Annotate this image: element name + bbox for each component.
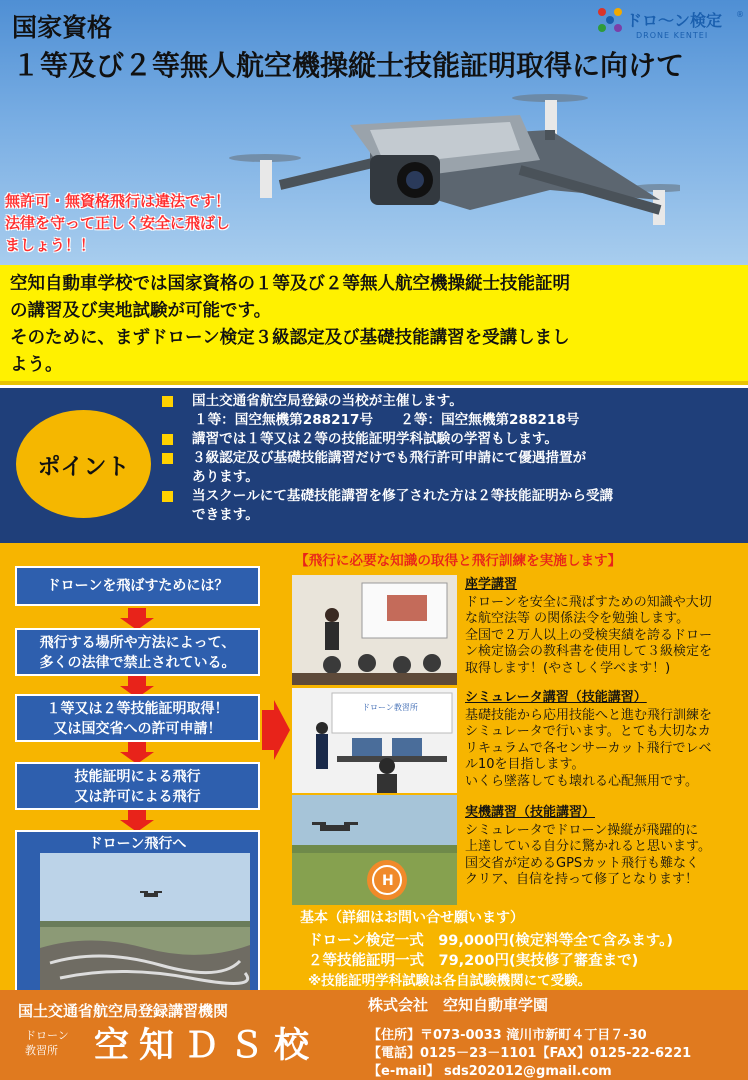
drone-image [220, 70, 680, 250]
flow-step [15, 628, 260, 676]
flow-step [15, 566, 260, 606]
title-line1: 国家資格 [12, 13, 113, 42]
warning-line: ましょう！！ [5, 236, 96, 254]
point-item [160, 449, 745, 487]
course-desc [465, 577, 745, 677]
point-text: １等：国空無機第288217号 ２等：国空無機第288218号 [194, 412, 580, 428]
hero-banner [0, 0, 748, 265]
course-desc [465, 690, 745, 790]
intro-line: 空知自動車学校では国家資格の１等及び２等無人航空機操縦士技能証明 [10, 274, 570, 294]
logo-icon [596, 6, 624, 34]
bullet-square-icon [162, 396, 173, 407]
price-row: ２等技能証明一式 79,200円(実技修了審査まで) [308, 953, 639, 969]
flow-text: １等又は２等技能証明取得！ [46, 701, 229, 717]
points-list [160, 392, 745, 525]
point-text: ３級認定及び基礎技能講習だけでも飛行許可申請にて優遇措置が [192, 450, 587, 466]
point-text: できます。 [192, 507, 259, 523]
field-drone-photo [292, 795, 457, 905]
email: 【e-mail】 sds202012@gmail.com [368, 1064, 612, 1079]
flow-text: 技能証明による飛行 [74, 769, 201, 785]
company-name: 株式会社 空知自動車学園 [368, 996, 549, 1014]
footer [0, 990, 748, 1080]
flow-step [15, 762, 260, 810]
arrow-down-icon [120, 810, 154, 832]
drone-kentei-logo [596, 6, 744, 44]
course-line: ドローンを安全に飛ばすための知識や大切 [465, 594, 712, 610]
logo-text: ドロ〜ン検定 [626, 11, 723, 30]
point-text: 国土交通省航空局登録の当校が主催します。 [192, 393, 463, 409]
course-line: 基礎技能から応用技能へと進む飛行訓練を [465, 707, 713, 723]
point-text: 講習では１等又は２等の技能証明学科試験の学習もします。 [192, 431, 558, 447]
school-name: 空知ＤＳ校 [94, 1026, 320, 1066]
flow-text: 又は国交省への許可申請！ [53, 721, 222, 737]
logo-sub: DRONE KENTEI [636, 31, 709, 40]
flow-text: 又は許可による飛行 [74, 789, 201, 805]
flow-text: 多くの法律で禁止されている。 [39, 655, 236, 671]
flow-text: ドローンを飛ばすためには？ [46, 578, 229, 594]
school-type [25, 1028, 69, 1058]
course-line: 国交省が定めるGPSカット飛行も難なく [465, 855, 700, 871]
flow-text: 飛行する場所や方法によって、 [39, 635, 236, 651]
price-row: ドローン検定一式 99,000円(検定料等全て含みます。) [308, 933, 674, 949]
course-title: 座学講習 [465, 577, 518, 592]
svg-text:H: H [382, 873, 394, 889]
simulator-photo [292, 688, 457, 793]
course-line: 取得します！(やさしく学べます！) [465, 660, 671, 676]
point-text: あります。 [192, 469, 259, 485]
drone-field-photo [40, 853, 250, 993]
course-line: 全国で２万人以上の受検実績を誇るドロー [465, 627, 713, 643]
point-badge-label: ポイント [37, 453, 130, 480]
arrow-down-icon [120, 608, 154, 630]
school-type-line: ドローン [25, 1029, 69, 1042]
point-badge [16, 410, 151, 518]
intro-banner [0, 265, 748, 385]
intro-line: そのために、まずドローン検定３級認定及び基礎技能講習を受講しまし [10, 328, 570, 348]
course-line: 上達している自分に驚かれると思います。 [465, 839, 711, 854]
course-title: シミュレータ講習（技能講習） [465, 690, 647, 705]
address: 【住所】〒073-0033 滝川市新町４丁目７-30 [368, 1028, 647, 1043]
arrow-right-icon [262, 700, 290, 760]
flow-text: ドローン飛行へ [88, 836, 187, 852]
course-line: クリア、自信を持って修了となります！ [465, 872, 698, 887]
section-title: 【飛行に必要な知識の取得と飛行訓練を実施します】 [295, 553, 622, 569]
school-type-line: 教習所 [25, 1044, 58, 1057]
course-line: ン検定協会の教科書を使用して３級検定を [465, 644, 713, 659]
course-line: いくら墜落しても壊れる心配無用です。 [465, 773, 698, 789]
point-item [160, 487, 745, 525]
warning-line: 無許可・無資格飛行は違法です！ [5, 192, 231, 210]
course-title: 実機講習（技能講習） [465, 805, 596, 820]
point-text: 当スクールにて基礎技能講習を修了された方は２等技能証明から受講 [192, 488, 614, 504]
price-box [294, 905, 744, 990]
simulator-sign: ドローン教習所 [362, 703, 418, 712]
title-line2: １等及び２等無人航空機操縦士技能証明取得に向けて [12, 49, 685, 82]
course-desc [465, 805, 745, 889]
intro-line: よう。 [10, 355, 63, 375]
point-item [160, 430, 745, 449]
arrow-down-icon [120, 742, 154, 764]
logo-reg: ® [736, 10, 744, 19]
org-name: 国土交通省航空局登録講習機関 [18, 1002, 229, 1020]
phone-fax: 【電話】0125－23－1101【FAX】0125-22-6221 [368, 1046, 692, 1061]
illegal-flight-warning [5, 190, 230, 256]
course-line: シミュレータで行います。とても大切なカ [465, 724, 711, 739]
bullet-square-icon [162, 434, 173, 445]
price-title: 基本（詳細はお問い合せ願います） [300, 910, 524, 926]
flow-step [15, 694, 260, 742]
price-note: ※技能証明学科試験は各自試験機関にて受験。 [308, 973, 592, 989]
warning-line: 法律を守って正しく安全に飛ばし [5, 214, 231, 232]
course-line: シミュレータでドローン操縦が飛躍的に [465, 822, 699, 838]
intro-line: の講習及び実地試験が可能です。 [10, 301, 272, 321]
course-line: な航空法等 の関係法令を勉強します。 [465, 611, 690, 626]
point-item [160, 392, 745, 430]
classroom-photo [292, 575, 457, 685]
course-line: ル10を目指します。 [465, 757, 585, 772]
intro-text [10, 271, 742, 379]
bullet-square-icon [162, 491, 173, 502]
course-line: リキュラムで各センサーカット飛行でレベ [465, 740, 712, 756]
bullet-square-icon [162, 453, 173, 464]
